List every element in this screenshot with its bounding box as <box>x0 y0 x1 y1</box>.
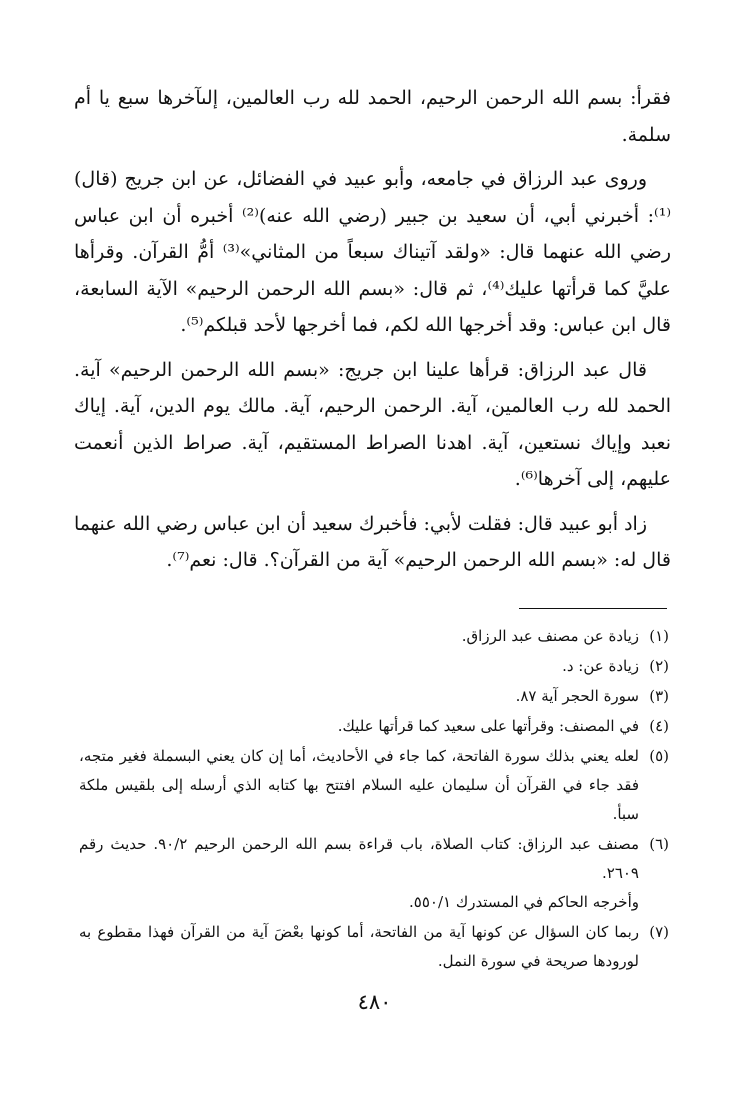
footnote <box>79 918 669 976</box>
footnote-number: (١) <box>649 627 669 645</box>
footnote-text: ربما كان السؤال عن كونها آية من الفاتحة، أما كونها بعْضَ آية من القرآن فهذا مقطوع به لورودها صريحة في سورة النمل. <box>79 923 639 970</box>
footnote-number: (٣) <box>649 687 669 705</box>
footnote <box>79 682 669 711</box>
page-number: ٤٨٠ <box>357 990 392 1014</box>
footnote-text: في المصنف: وقرأتها على سعيد كما قرأتها عليك. <box>337 717 639 735</box>
footnote-number: (٧) <box>649 923 669 941</box>
footnote <box>79 830 669 917</box>
footnote-text-continued: وأخرجه الحاكم في المستدرك ٥٥٠/١. <box>409 893 639 911</box>
footnote-text: سورة الحجر آية ٨٧. <box>515 687 639 705</box>
footnote <box>79 652 669 681</box>
footnote-text: زيادة عن مصنف عبد الرزاق. <box>461 627 639 645</box>
footnote-number: (٦) <box>649 835 669 853</box>
footnote-text: مصنف عبد الرزاق: كتاب الصلاة، باب قراءة بسم الله الرحمن الرحيم ٩٠/٢. حديث رقم ٢٦٠٩. <box>79 835 639 882</box>
footnotes <box>79 622 669 977</box>
footnote-number: (٥) <box>649 747 669 765</box>
paragraph-1: فقرأ: بسم الله الرحمن الرحيم، الحمد لله رب العالمين، إلىآخرها سبع يا أم سلمة. <box>74 87 671 146</box>
footnote-divider <box>519 608 667 609</box>
footnote-number: (٢) <box>649 657 669 675</box>
footnote-text: زيادة عن: د. <box>562 657 639 675</box>
main-text <box>74 80 671 587</box>
paragraph-3: قال عبد الرزاق: قرأها علينا ابن جريج: «بسم الله الرحمن الرحيم» آية. الحمد لله رب العالمين، آية. الرحمن الرحيم، آية. مالك يوم الدين، آية. إياك نعبد وإياك نستعين، آية. اهدنا الصراط المستقيم، آية. صراط الذين أنعمت عليهم، إلى آخرها⁽⁶⁾. <box>74 358 671 490</box>
footnote-text: لعله يعني بذلك سورة الفاتحة، كما جاء في الأحاديث، أما إن كان يعني البسملة فغير متجه، فقد جاء في القرآن أن سليمان عليه السلام افتتح بها كتابه الذي أرسله إلى بلقيس ملكة سبأ. <box>79 747 639 823</box>
footnote <box>79 712 669 741</box>
footnote-number: (٤) <box>649 717 669 735</box>
paragraph-4: زاد أبو عبيد قال: فقلت لأبي: فأخبرك سعيد أن ابن عباس رضي الله عنهما قال له: «بسم الله الرحمن الرحيم» آية من القرآن؟. قال: نعم⁽⁷⁾. <box>74 512 671 571</box>
footnote <box>79 742 669 829</box>
paragraph-2: وروى عبد الرزاق في جامعه، وأبو عبيد في الفضائل، عن ابن جريج (قال)⁽¹⁾: أخبرني أبي، أن سعيد بن جبير (رضي الله عنه)⁽²⁾ أخبره أن ابن عباس رضي الله عنهما قال: «ولقد آتيناك سبعاً من المثاني»⁽³⁾ أمُّ القرآن. وقرأها عليَّ كما قرأتها عليك⁽⁴⁾، ثم قال: «بسم الله الرحمن الرحيم» الآية السابعة، قال ابن عباس: وقد أخرجها الله لكم، فما أخرجها لأحد قبلكم⁽⁵⁾. <box>74 168 672 336</box>
footnote <box>79 622 669 651</box>
